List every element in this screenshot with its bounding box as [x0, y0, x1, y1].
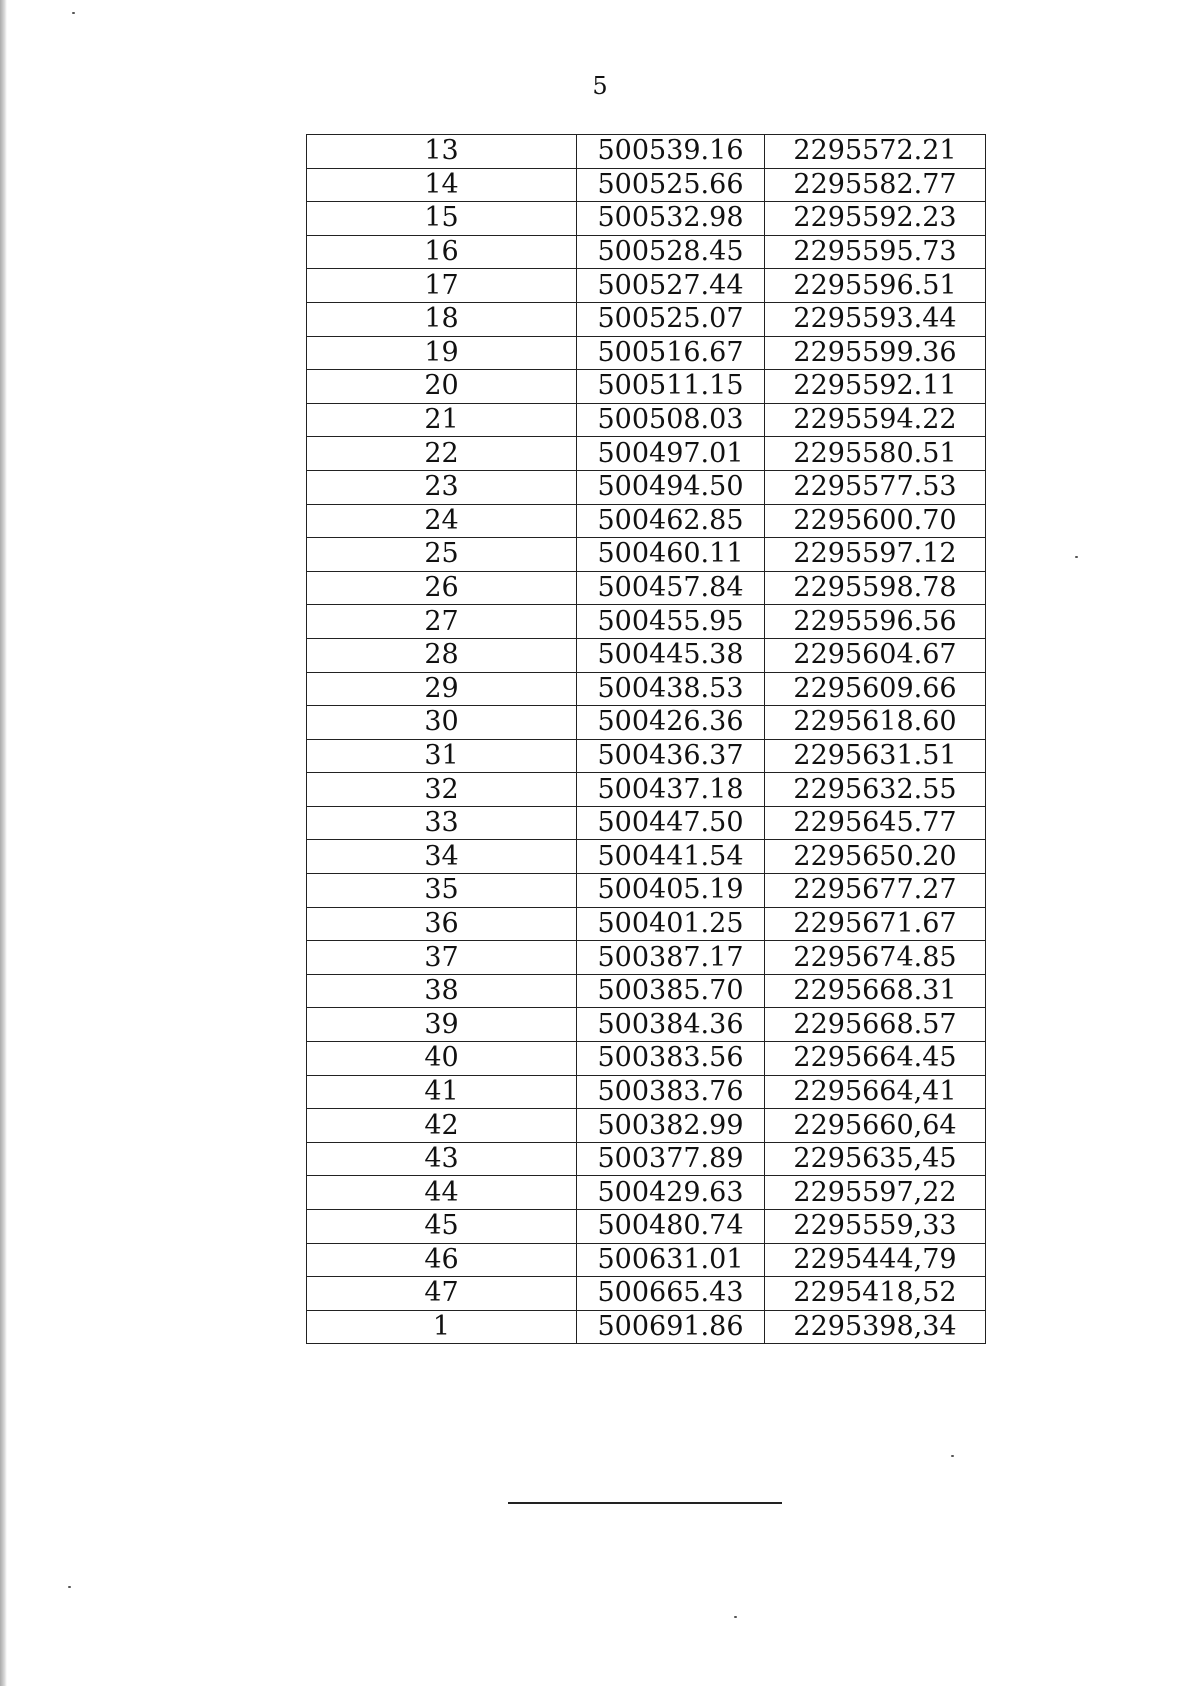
table-row — [307, 907, 986, 941]
x-coordinate-cell: 500528.45 — [577, 235, 765, 269]
table-row — [307, 1008, 986, 1042]
y-coordinate-cell: 2295664.45 — [765, 1042, 986, 1076]
y-coordinate-cell: 2295609.66 — [765, 672, 986, 706]
y-coordinate-cell: 2295599.36 — [765, 336, 986, 370]
x-coordinate-cell: 500525.07 — [577, 302, 765, 336]
y-coordinate-cell: 2295596.56 — [765, 605, 986, 639]
x-coordinate-cell: 500497.01 — [577, 437, 765, 471]
point-number-cell: 32 — [307, 773, 577, 807]
point-number-cell: 24 — [307, 504, 577, 538]
x-coordinate-cell: 500426.36 — [577, 706, 765, 740]
x-coordinate-cell: 500387.17 — [577, 941, 765, 975]
y-coordinate-cell: 2295592.23 — [765, 202, 986, 236]
y-coordinate-cell: 2295618.60 — [765, 706, 986, 740]
y-coordinate-cell: 2295596.51 — [765, 269, 986, 303]
y-coordinate-cell: 2295577.53 — [765, 470, 986, 504]
point-number-cell: 33 — [307, 806, 577, 840]
y-coordinate-cell: 2295595.73 — [765, 235, 986, 269]
table-row — [307, 974, 986, 1008]
y-coordinate-cell: 2295580.51 — [765, 437, 986, 471]
x-coordinate-cell: 500457.84 — [577, 571, 765, 605]
table-row — [307, 1042, 986, 1076]
x-coordinate-cell: 500527.44 — [577, 269, 765, 303]
x-coordinate-cell: 500383.56 — [577, 1042, 765, 1076]
x-coordinate-cell: 500385.70 — [577, 974, 765, 1008]
point-number-cell: 17 — [307, 269, 577, 303]
table-row — [307, 806, 986, 840]
y-coordinate-cell: 2295671.67 — [765, 907, 986, 941]
point-number-cell: 13 — [307, 135, 577, 169]
scan-speck — [68, 1586, 71, 1588]
x-coordinate-cell: 500691.86 — [577, 1310, 765, 1344]
scan-speck — [1075, 556, 1078, 558]
point-number-cell: 42 — [307, 1109, 577, 1143]
point-number-cell: 35 — [307, 874, 577, 908]
scan-left-edge — [0, 0, 7, 1686]
y-coordinate-cell: 2295597.12 — [765, 538, 986, 572]
point-number-cell: 16 — [307, 235, 577, 269]
x-coordinate-cell: 500445.38 — [577, 638, 765, 672]
y-coordinate-cell: 2295668.31 — [765, 974, 986, 1008]
y-coordinate-cell: 2295631.51 — [765, 739, 986, 773]
y-coordinate-cell: 2295600.70 — [765, 504, 986, 538]
table-row — [307, 437, 986, 471]
table-row — [307, 370, 986, 404]
table-row — [307, 706, 986, 740]
table-row — [307, 941, 986, 975]
point-number-cell: 23 — [307, 470, 577, 504]
y-coordinate-cell: 2295418,52 — [765, 1277, 986, 1311]
table-row — [307, 1176, 986, 1210]
table-row — [307, 504, 986, 538]
y-coordinate-cell: 2295674.85 — [765, 941, 986, 975]
table-row — [307, 874, 986, 908]
x-coordinate-cell: 500384.36 — [577, 1008, 765, 1042]
x-coordinate-cell: 500516.67 — [577, 336, 765, 370]
table-row — [307, 1277, 986, 1311]
y-coordinate-cell: 2295664,41 — [765, 1075, 986, 1109]
x-coordinate-cell: 500494.50 — [577, 470, 765, 504]
x-coordinate-cell: 500508.03 — [577, 403, 765, 437]
point-number-cell: 47 — [307, 1277, 577, 1311]
point-number-cell: 29 — [307, 672, 577, 706]
y-coordinate-cell: 2295597,22 — [765, 1176, 986, 1210]
x-coordinate-cell: 500436.37 — [577, 739, 765, 773]
x-coordinate-cell: 500377.89 — [577, 1142, 765, 1176]
point-number-cell: 27 — [307, 605, 577, 639]
y-coordinate-cell: 2295645.77 — [765, 806, 986, 840]
x-coordinate-cell: 500525.66 — [577, 168, 765, 202]
table-row — [307, 672, 986, 706]
point-number-cell: 14 — [307, 168, 577, 202]
table-row — [307, 1243, 986, 1277]
table-row — [307, 1142, 986, 1176]
table-row — [307, 269, 986, 303]
point-number-cell: 31 — [307, 739, 577, 773]
x-coordinate-cell: 500462.85 — [577, 504, 765, 538]
table-row — [307, 168, 986, 202]
y-coordinate-cell: 2295582.77 — [765, 168, 986, 202]
scan-speck — [72, 12, 75, 14]
y-coordinate-cell: 2295598.78 — [765, 571, 986, 605]
x-coordinate-cell: 500438.53 — [577, 672, 765, 706]
point-number-cell: 36 — [307, 907, 577, 941]
table-row — [307, 773, 986, 807]
point-number-cell: 18 — [307, 302, 577, 336]
x-coordinate-cell: 500539.16 — [577, 135, 765, 169]
table-row — [307, 202, 986, 236]
table-row — [307, 571, 986, 605]
x-coordinate-cell: 500480.74 — [577, 1210, 765, 1244]
x-coordinate-cell: 500437.18 — [577, 773, 765, 807]
table-row — [307, 739, 986, 773]
point-number-cell: 41 — [307, 1075, 577, 1109]
point-number-cell: 26 — [307, 571, 577, 605]
x-coordinate-cell: 500532.98 — [577, 202, 765, 236]
scan-speck — [734, 1616, 737, 1618]
x-coordinate-cell: 500665.43 — [577, 1277, 765, 1311]
y-coordinate-cell: 2295604.67 — [765, 638, 986, 672]
table-row — [307, 1310, 986, 1344]
x-coordinate-cell: 500631.01 — [577, 1243, 765, 1277]
point-number-cell: 21 — [307, 403, 577, 437]
x-coordinate-cell: 500405.19 — [577, 874, 765, 908]
point-number-cell: 25 — [307, 538, 577, 572]
x-coordinate-cell: 500460.11 — [577, 538, 765, 572]
point-number-cell: 46 — [307, 1243, 577, 1277]
page-number: 5 — [592, 72, 608, 100]
y-coordinate-cell: 2295398,34 — [765, 1310, 986, 1344]
point-number-cell: 38 — [307, 974, 577, 1008]
coordinates-table — [306, 134, 986, 1344]
point-number-cell: 40 — [307, 1042, 577, 1076]
table-row — [307, 403, 986, 437]
point-number-cell: 15 — [307, 202, 577, 236]
point-number-cell: 1 — [307, 1310, 577, 1344]
x-coordinate-cell: 500401.25 — [577, 907, 765, 941]
y-coordinate-cell: 2295559,33 — [765, 1210, 986, 1244]
table-row — [307, 605, 986, 639]
table-row — [307, 135, 986, 169]
x-coordinate-cell: 500383.76 — [577, 1075, 765, 1109]
point-number-cell: 22 — [307, 437, 577, 471]
y-coordinate-cell: 2295593.44 — [765, 302, 986, 336]
point-number-cell: 19 — [307, 336, 577, 370]
y-coordinate-cell: 2295635,45 — [765, 1142, 986, 1176]
coordinates-table-body — [307, 135, 986, 1344]
table-row — [307, 1109, 986, 1143]
y-coordinate-cell: 2295677.27 — [765, 874, 986, 908]
x-coordinate-cell: 500447.50 — [577, 806, 765, 840]
table-row — [307, 1210, 986, 1244]
point-number-cell: 39 — [307, 1008, 577, 1042]
table-row — [307, 235, 986, 269]
table-row — [307, 470, 986, 504]
table-row — [307, 638, 986, 672]
y-coordinate-cell: 2295444,79 — [765, 1243, 986, 1277]
table-row — [307, 302, 986, 336]
point-number-cell: 43 — [307, 1142, 577, 1176]
x-coordinate-cell: 500455.95 — [577, 605, 765, 639]
table-row — [307, 336, 986, 370]
table-row — [307, 840, 986, 874]
x-coordinate-cell: 500382.99 — [577, 1109, 765, 1143]
y-coordinate-cell: 2295660,64 — [765, 1109, 986, 1143]
y-coordinate-cell: 2295632.55 — [765, 773, 986, 807]
point-number-cell: 28 — [307, 638, 577, 672]
point-number-cell: 34 — [307, 840, 577, 874]
y-coordinate-cell: 2295572.21 — [765, 135, 986, 169]
point-number-cell: 37 — [307, 941, 577, 975]
x-coordinate-cell: 500441.54 — [577, 840, 765, 874]
point-number-cell: 44 — [307, 1176, 577, 1210]
y-coordinate-cell: 2295668.57 — [765, 1008, 986, 1042]
x-coordinate-cell: 500429.63 — [577, 1176, 765, 1210]
table-row — [307, 1075, 986, 1109]
point-number-cell: 20 — [307, 370, 577, 404]
y-coordinate-cell: 2295650.20 — [765, 840, 986, 874]
x-coordinate-cell: 500511.15 — [577, 370, 765, 404]
point-number-cell: 30 — [307, 706, 577, 740]
scan-speck — [951, 1455, 954, 1457]
point-number-cell: 45 — [307, 1210, 577, 1244]
y-coordinate-cell: 2295592.11 — [765, 370, 986, 404]
y-coordinate-cell: 2295594.22 — [765, 403, 986, 437]
table-row — [307, 538, 986, 572]
end-rule-line — [508, 1502, 782, 1504]
